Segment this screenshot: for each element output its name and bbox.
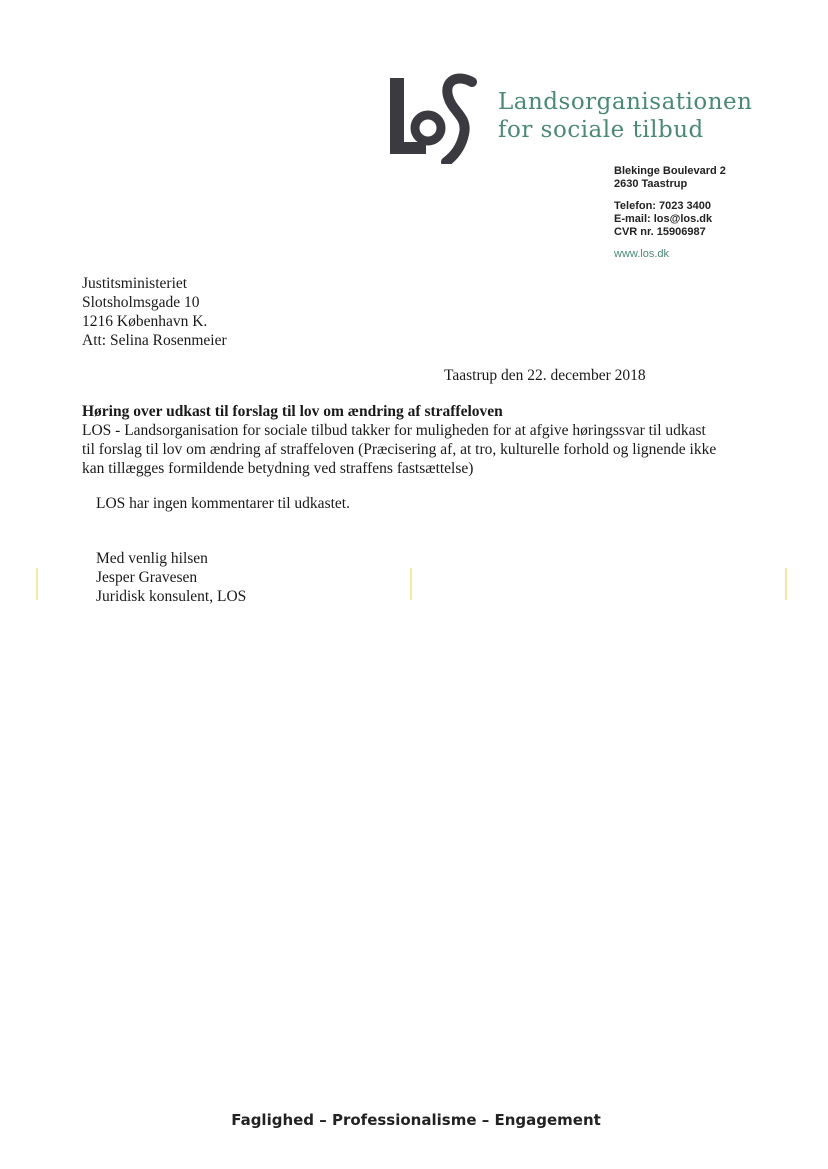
closing-signatory: Jesper Gravesen <box>96 569 198 586</box>
sender-cvr: CVR nr. 15906987 <box>614 226 706 238</box>
sender-street: Blekinge Boulevard 2 <box>614 165 726 177</box>
letter-subject: Høring over udkast til forslag til lov om ændring af straffeloven <box>82 403 503 420</box>
letter-date: Taastrup den 22. december 2018 <box>444 367 646 384</box>
scan-mark-left <box>36 568 38 600</box>
recipient-name: Justitsministeriet <box>82 275 188 292</box>
sender-city: 2630 Taastrup <box>614 178 688 190</box>
brand-line-2: for sociale tilbud <box>498 117 704 143</box>
sender-website[interactable]: www.los.dk <box>614 248 670 260</box>
recipient-address <box>82 274 227 350</box>
footer-slogan-text: Faglighed – Professionalisme – Engagement <box>231 1111 601 1129</box>
scan-mark-right <box>785 568 787 600</box>
letter-body <box>82 402 722 478</box>
closing-greeting: Med venlig hilsen <box>96 550 208 567</box>
closing-title: Juridisk konsulent, LOS <box>96 588 247 605</box>
letter-intro: LOS - Landsorganisation for sociale tilbud takker for muligheden for at afgive høringssvar til udkast til forslag til lov om ændring af straffeloven (Præcisering af, at tro, kulturelle forhold og lignende ikke kan tillægges formildende betydning ved straffens fastsættelse) <box>82 422 717 477</box>
brand-line-1: Landsorganisationen <box>498 89 753 115</box>
letter-comment: LOS har ingen kommentarer til udkastet. <box>96 495 350 512</box>
footer-slogan <box>0 1111 828 1129</box>
sender-phone: Telefon: 7023 3400 <box>614 200 712 212</box>
sender-email: E-mail: los@los.dk <box>614 213 713 225</box>
letter-closing <box>96 549 246 606</box>
scan-mark-center <box>410 568 412 600</box>
los-logo <box>388 72 480 164</box>
sender-address <box>614 165 726 261</box>
recipient-city: 1216 København K. <box>82 313 208 330</box>
recipient-street: Slotsholmsgade 10 <box>82 294 200 311</box>
recipient-att: Att: Selina Rosenmeier <box>82 332 227 349</box>
brand-name <box>498 88 752 144</box>
